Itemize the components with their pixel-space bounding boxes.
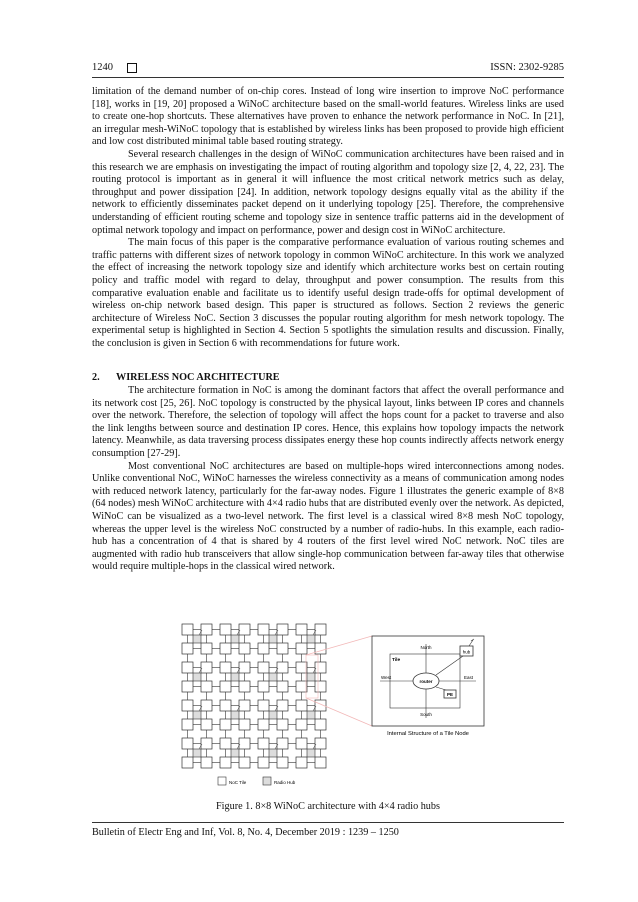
tile-inset — [306, 636, 484, 737]
noc-tile — [239, 681, 250, 692]
noc-tile — [296, 662, 307, 673]
inset-pe-label: PE — [446, 692, 454, 697]
noc-tile — [201, 643, 212, 654]
noc-tile — [258, 624, 269, 635]
radio-hub — [269, 749, 277, 757]
noc-tile — [258, 757, 269, 768]
footer-divider — [92, 822, 564, 823]
noc-tile — [220, 738, 231, 749]
noc-tile — [201, 757, 212, 768]
figure-caption: Figure 1. 8×8 WiNoC architecture with 4×4 radio hubs — [216, 801, 440, 812]
noc-tile — [296, 757, 307, 768]
noc-tile — [277, 643, 288, 654]
noc-tile — [315, 662, 326, 673]
inset-tile-label: Tile — [392, 658, 401, 663]
noc-tile — [182, 700, 193, 711]
radio-hub — [193, 635, 201, 643]
noc-tile — [220, 719, 231, 730]
inset-east-label: East — [464, 675, 474, 680]
noc-tile — [182, 643, 193, 654]
radio-hub — [307, 749, 315, 757]
noc-tile — [277, 681, 288, 692]
radio-hub — [231, 635, 239, 643]
noc-tile — [296, 681, 307, 692]
noc-tile — [201, 681, 212, 692]
radio-hub — [231, 749, 239, 757]
inset-south-label: South — [420, 712, 432, 717]
noc-tile — [277, 662, 288, 673]
noc-tile — [220, 757, 231, 768]
page-number: 1240 — [92, 62, 113, 73]
noc-tile — [258, 700, 269, 711]
noc-tile — [239, 738, 250, 749]
noc-tile — [315, 738, 326, 749]
radio-hub — [193, 673, 201, 681]
noc-tile — [315, 757, 326, 768]
radio-hub — [193, 749, 201, 757]
radio-hub — [269, 711, 277, 719]
inset-router-label: router — [419, 679, 433, 684]
section-title: WIRELESS NOC ARCHITECTURE — [116, 372, 280, 384]
mesh-grid — [182, 624, 326, 768]
noc-tile — [258, 643, 269, 654]
noc-tile — [315, 719, 326, 730]
noc-tile — [182, 662, 193, 673]
noc-tile — [258, 738, 269, 749]
radio-hub — [307, 635, 315, 643]
noc-tile — [315, 681, 326, 692]
noc-tile — [277, 719, 288, 730]
paragraph-focus: The main focus of this paper is the comparative performance evaluation of various routing schemes and traffic patterns with different sizes of network topology in common WiNoC architecture. In this work we analyzed the effect of increasing the network topology size and identify which architecture works best on certain routing policy and traffic model with regard to delay, throughput and power consumption. The results from this comparative evaluation enable and facilitate us to identify useful design trade-offs for optimal development of wireless on-chip network based design. This paper is structured as follows. Section 2 reviews the generic architecture of Wireless NoC. Section 3 discusses the popular routing algorithm for mesh network topology. The experimental setup is highlighted in Section 4. Section 5 spotlights the simulation results and discussion. Finally, the conclusion is given in Section 6 with recommendations for future work. — [92, 237, 564, 349]
section-paragraph-1: The architecture formation in NoC is among the dominant factors that affect the overall performance and its network cost [25, 26]. NoC topology is constructed by the physical layout, links between IP cores and channels over the network. Therefore, the selection of topology will affect the hops count for a packet to traverse and also the link lengths between source and destination IP cores. Hence, this explains how topology impacts the network latency. Meanwhile, as data traversing process dissipates energy these hop counts indirectly affects network energy consumption [27-29]. — [92, 385, 564, 460]
noc-tile — [296, 700, 307, 711]
noc-tile — [239, 643, 250, 654]
header-divider — [92, 77, 564, 78]
figure-winoc — [166, 608, 494, 793]
noc-tile — [258, 719, 269, 730]
legend-tile-label: NoC Tile — [229, 780, 247, 785]
noc-tile — [182, 681, 193, 692]
radio-hub — [269, 673, 277, 681]
radio-hub — [231, 673, 239, 681]
noc-tile — [201, 624, 212, 635]
noc-tile — [239, 719, 250, 730]
figure-legend — [218, 777, 296, 785]
noc-tile — [201, 738, 212, 749]
noc-tile — [182, 624, 193, 635]
noc-tile — [258, 662, 269, 673]
section-number: 2. — [92, 372, 100, 384]
noc-tile — [201, 719, 212, 730]
radio-hub — [193, 711, 201, 719]
legend-hub-label: Radio Hub — [274, 780, 296, 785]
noc-tile — [220, 624, 231, 635]
square-icon — [127, 63, 137, 73]
noc-tile — [296, 643, 307, 654]
noc-tile — [296, 624, 307, 635]
noc-tile — [296, 719, 307, 730]
radio-hub — [269, 635, 277, 643]
noc-tile — [182, 757, 193, 768]
noc-tile — [239, 624, 250, 635]
radio-hub — [307, 711, 315, 719]
inset-caption: Internal Structure of a Tile Node — [387, 731, 469, 737]
page-header — [92, 62, 564, 76]
noc-tile — [220, 700, 231, 711]
noc-tile — [220, 681, 231, 692]
noc-tile — [201, 662, 212, 673]
section-paragraph-2: Most conventional NoC architectures are based on multiple-hops wired interconnections among nodes. Unlike conventional NoC, WiNoC harnesses the wireless connectivity as a means of communication among nodes with reduced network latency, particularly for the far-away nodes. Figure 1 illustrates the generic example of 8×8 (64 nodes) mesh WiNoC architecture with 4×4 radio hubs that are distributed evenly over the network. As depicted, WiNoC can be visualized as a two-level network. The first level is a classical wired 8×8 mesh NoC topology, whereas the upper level is the wireless NoC constructed by a number of radio-hubs. In this example, each radio-hub has a concentration of 4 that is shared by 4 routers of the first level wired NoC network. NoC tiles are augmented with radio hub transceivers that allow single-hop communication between far-away tiles that otherwise would require multiple-hops in the classical wired network. — [92, 460, 564, 573]
inset-west-label: West — [381, 675, 392, 680]
noc-tile — [296, 738, 307, 749]
radio-hub — [307, 673, 315, 681]
noc-tile — [277, 700, 288, 711]
noc-tile — [239, 662, 250, 673]
issn-label: ISSN: 2302-9285 — [490, 62, 564, 73]
figure-svg — [166, 608, 494, 793]
page-footer: Bulletin of Electr Eng and Inf, Vol. 8, No. 4, December 2019 : 1239 – 1250 — [92, 827, 399, 838]
paragraph-challenges: Several research challenges in the design of WiNoC communication architectures have been raised and in this research we are emphasis on investigating the impact of routing algorithm and topology size [2, 4, 22, 23]. The routing protocol is important as in general it will influence the most critical network metrics such as delay, throughput and power dissipation [24]. In addition, network topology designs equally vital as the ability if the network to efficiently disseminates packet depend on it underlying topology [25]. Therefore, the comprehensive understanding of efficient routing scheme and topology size in sentence traffic patterns aid in the development of optimal network topology and impact on performance, power and design cost in WiNoC architecture. — [92, 148, 564, 236]
inset-hub-label: hub — [462, 649, 471, 655]
noc-tile — [182, 719, 193, 730]
paragraph-intro: limitation of the demand number of on-chip cores. Instead of long wire insertion to improve NoC performance [18], works in [19, 20] proposed a WiNoC architecture based on the small-world features. Wireless links are used to create one-hop shortcuts. These alternatives have proven to enhance the network performance in NoC. In [21], an irregular mesh-WiNoC topology that is established by wireless links has been proposed to provide high efficient and low cost distributed minimal table based routing strategy. — [92, 86, 564, 148]
body-text — [92, 86, 564, 574]
noc-tile — [182, 738, 193, 749]
noc-tile — [277, 738, 288, 749]
noc-tile — [239, 757, 250, 768]
radio-hub — [231, 711, 239, 719]
noc-tile — [315, 624, 326, 635]
section-heading — [92, 372, 564, 385]
noc-tile — [220, 662, 231, 673]
inset-north-label: North — [420, 645, 432, 650]
noc-tile — [220, 643, 231, 654]
noc-tile — [239, 700, 250, 711]
noc-tile — [258, 681, 269, 692]
noc-tile — [201, 700, 212, 711]
noc-tile — [277, 757, 288, 768]
noc-tile — [277, 624, 288, 635]
